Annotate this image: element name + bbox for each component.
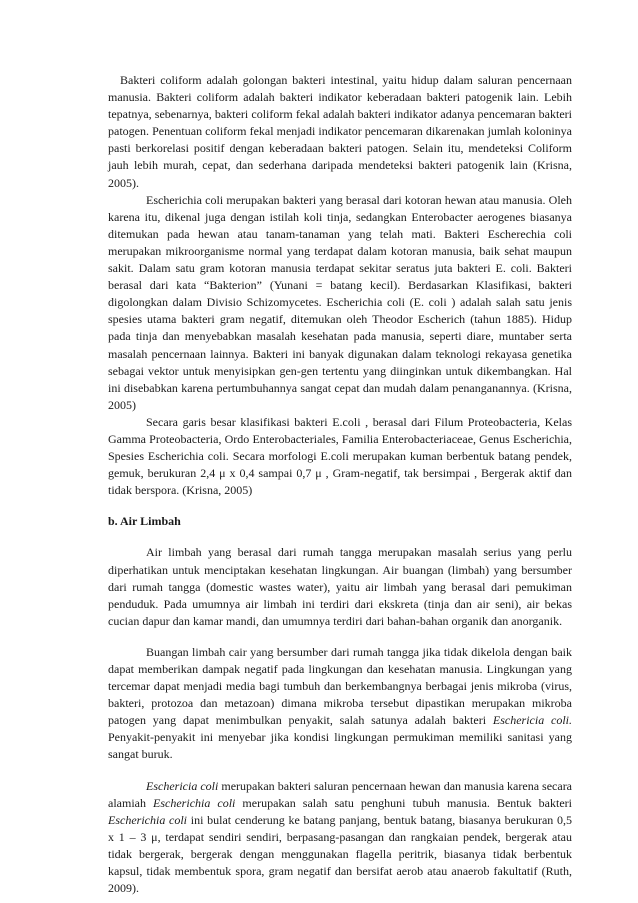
ecoli-shape-text-2: merupakan salah satu penghuni tubuh manusia. Bentuk bakteri [235,795,573,810]
paragraph-limbah-definition: Air limbah yang berasal dari rumah tangga merupakan masalah serius yang perlu diperhatikan untuk menciptakan kesehatan lingkungan. Air buangan (limbah) yang bersumber dari rumah tangga (domestic wastes water), yaitu air limbah yang berasal dari pemukiman penduduk. Pada umumnya air limbah ini terdiri dari ekskreta (tinja dan air seni), air bekas cucian dapur dan kamar mandi, dan umumnya terdiri dari bahan-bahan organik dan anorganik. [108,545,572,628]
limbah-effect-text-2: Penyakit-penyakit ini menyebar jika kondisi lingkungan permukiman memiliki sanitasi yang sangat buruk. [108,730,572,762]
paragraph-ecoli-shape [108,778,572,898]
ecoli-term-3: Escherichia coli [108,812,188,827]
paragraph-limbah-effect [108,644,572,764]
paragraph-ecoli-taxonomy: Secara garis besar klasifikasi bakteri E.coli , berasal dari Filum Proteobacteria, Kelas Gamma Proteobacteria, Ordo Enterobacteriales, Familia Enterobacteriaceae, Genus Escherichia, Spesies Escherichia coli. Secara morfologi E.coli merupakan kuman berbentuk batang pendek, gemuk, berukuran 2,4 μ x 0,4 sampai 0,7 μ , Gram-negatif, tak bersimpai , Bergerak aktif dan tidak berspora. (Krisna, 2005) [108,414,572,498]
limbah-effect-text-1: Buangan limbah cair yang bersumber dari rumah tangga jika tidak dikelola dengan baik dapat memberikan dampak negatif pada lingkungan dan kesehatan manusia. Lingkungan yang tercemar dapat menjadi media bagi tumbuh dan berkembangnya berbagai jenis mikroba (virus, bakteri, protozoa dan metazoan) dimana mikroba tersebut dipastikan merupakan mikroba patogen yang dapat menimbulkan penyakit, salah satunya adalah bakteri [108,644,572,728]
paragraph-coliform: Bakteri coliform adalah golongan bakteri intestinal, yaitu hidup dalam saluran pencernaan manusia. Bakteri coliform adalah bakteri indikator keberadaan bakteri patogenik lain. Lebih tepatnya, sebenarnya, bakteri coliform fekal adalah bakteri indikator adanya pencemaran bakteri patogen. Penentuan coliform fekal menjadi indikator pencemaran dikarenakan jumlah koloninya pasti berkorelasi positif dengan keberadaan bakteri patogen. Selain itu, mendeteksi Coliform jauh lebih murah, cepat, dan sederhana daripada mendeteksi bakteri patogenik lain (Krisna, 2005). [108,73,572,190]
ecoli-shape-text-1: merupakan bakteri saluran pencernaan hewan dan manusia karena secara alamiah [108,778,573,810]
paragraph-ecoli-origin: Escherichia coli merupakan bakteri yang berasal dari kotoran hewan atau manusia. Oleh karena itu, dikenal juga dengan istilah koli tinja, sedangkan Enterobacter aerogenes biasanya ditemukan pada hewan atau tanam-tanaman yang telah mati. Bakteri Escherechia coli merupakan mikroorganisme normal yang terdapat dalam kotoran manusia, baik sehat maupun sakit. Dalam satu gram kotoran manusia terdapat sekitar seratus juta bakteri E. coli. Bakteri berasal dari kata “Bakterion” (Yunani = batang kecil). Berdasarkan Klasifikasi, bakteri digolongkan dalam Divisio Schizomycetes. Escherichia coli (E. coli ) adalah salah satu jenis spesies utama bakteri gram negatif, ditemukan oleh Theodor Escherich (tahun 1885). Hidup pada tinja dan menyebabkan masalah kesehatan pada manusia, seperti diare, muntaber serta masalah pencernaan lainnya. Bakteri ini banyak digunakan dalam teknologi rekayasa genetika sebagai vektor untuk menyisipkan gen-gen tertentu yang diinginkan untuk dikembangkan. Hal ini disebabkan karena pertumbuhannya sangat cepat dan mudah dalam penanganannya. (Krisna, 2005) [108,192,572,412]
ecoli-shape-text-3: ini bulat cenderung ke batang panjang, bentuk batang, biasanya berukuran 0,5 x 1 – 3 μ, terdapat sendiri sendiri, berpasang-pasangan dan rangkaian pendek, bergerak atau tidak bergerak, bergerak dengan menggunakan flagella peritrik, biasanya tidak berbentuk kapsul, tidak membentuk spora, gram negatif dan bersifat aerob atau anaerob fakultatif (Ruth, 2009). [108,812,573,896]
limbah-effect-species-term: Eschericia coli. [492,713,572,728]
ecoli-term-1: Eschericia coli [146,778,219,793]
ecoli-term-2: Escherichia coli [153,795,236,810]
document-page [108,72,572,897]
section-heading-air-limbah: b. Air Limbah [108,514,181,529]
